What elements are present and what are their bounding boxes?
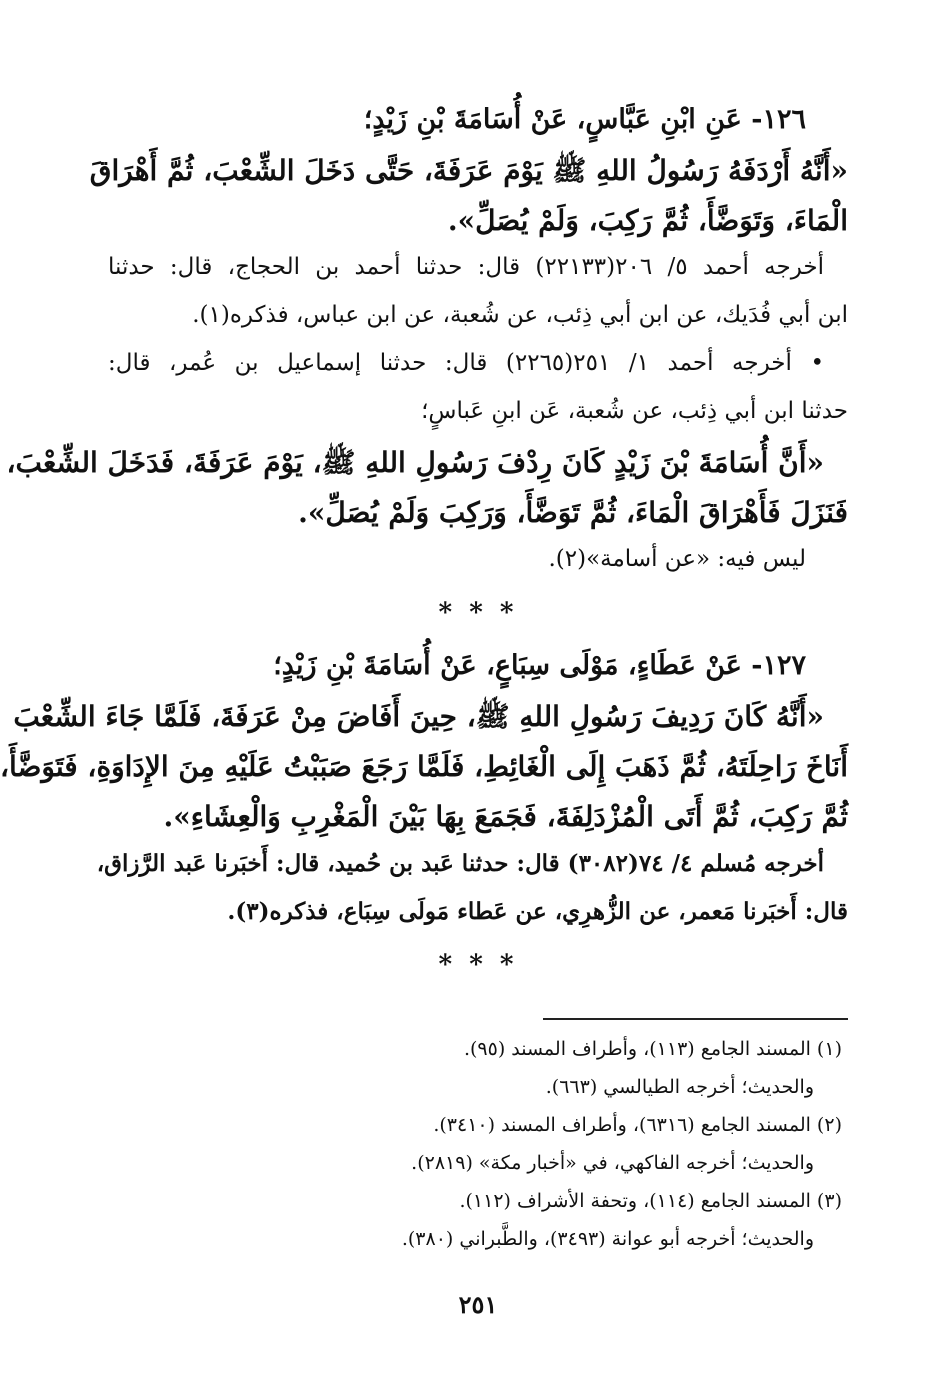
footnote-2-continuation: والحديث؛ أخرجه الفاكهي، في «أخبار مكة» (٢٨١٩). [411, 1152, 814, 1174]
hadith-126-text-line: الْمَاءَ، وَتَوَضَّأَ، ثُمَّ رَكِبَ، وَلَمْ يُصَلِّ». [447, 204, 848, 237]
hadith-127-takhrij-line: قال: أَخبَرنا مَعمر، عن الزُّهرِي، عن عَطاء مَولَى سِبَاع، فذكره(٣). [227, 898, 848, 925]
footnote-3: (٣) المسند الجامع (١١٤)، وتحفة الأشراف (١١٢). [459, 1190, 842, 1212]
hadith-127-heading: ١٢٧- عَنْ عَطَاءٍ، مَوْلَى سِبَاعٍ، عَنْ أُسَامَةَ بْنِ زَيْدٍ؛ [273, 650, 806, 681]
section-separator: * * * [438, 598, 518, 628]
book-page [0, 104, 848, 1344]
hadith-126-takhrij-line: أخرجه أحمد ٥/ ٢٠٦(٢٢١٣٣) قال: حدثنا أحمد بن الحجاج، قال: حدثنا [108, 254, 824, 280]
footnote-1: (١) المسند الجامع (١١٣)، وأطراف المسند (٩٥). [463, 1038, 842, 1060]
hadith-126-variant-takhrij-line: • أخرجه أحمد ١/ ٢٥١(٢٢٦٥) قال: حدثنا إسماعيل بن عُمر، قال: [108, 350, 825, 376]
hadith-126-heading: ١٢٦- عَنِ ابْنِ عَبَّاسٍ، عَنْ أُسَامَةَ بْنِ زَيْدٍ؛ [363, 104, 806, 135]
hadith-126-variant-text-line: فَنَزَلَ فَأَهْرَاقَ الْمَاءَ، ثُمَّ تَوَضَّأَ، وَرَكِبَ وَلَمْ يُصَلِّ». [298, 496, 848, 529]
section-separator: * * * [438, 950, 518, 980]
footnote-3-continuation: والحديث؛ أخرجه أبو عوانة (٣٤٩٣)، والطَّبراني (٣٨٠). [401, 1228, 814, 1250]
footnote-1-continuation: والحديث؛ أخرجه الطيالسي (٦٦٣). [545, 1076, 814, 1098]
page-number: ٢٥١ [458, 1290, 498, 1319]
hadith-127-takhrij-line: أخرجه مُسلم ٤/ ٧٤(٣٠٨٢) قال: حدثنا عَبد بن حُميد، قال: أَخبَرنا عَبد الرَّزاق، [96, 850, 824, 877]
hadith-126-takhrij-line: ابن أبي فُدَيك، عن ابن أبي ذِئب، عن شُعبة، عن ابن عباس، فذكره(١). [192, 302, 848, 328]
footnote-rule [543, 1018, 848, 1020]
hadith-126-text-line: «أَنَّهُ أَرْدَفَهُ رَسُولُ اللهِ ﷺ يَوْمَ عَرَفَةَ، حَتَّى دَخَلَ الشِّعْبَ، ثُمَّ أَهْرَاقَ [89, 154, 848, 187]
hadith-126-variant-note: ليس فيه: «عن أسامة»(٢). [548, 546, 806, 572]
hadith-127-text-line: أَنَاخَ رَاحِلَتَهُ، ثُمَّ ذَهَبَ إِلَى الْغَائِطِ، فَلَمَّا رَجَعَ صَبَبْتُ عَلَيْهِ مِنَ الإِدَاوَةِ، فَتَوَضَّأَ، [0, 750, 848, 783]
hadith-126-variant-takhrij-line: حدثنا ابن أبي ذِئب، عن شُعبة، عَن ابنِ عَباسٍ؛ [421, 398, 848, 424]
hadith-127-text-line: «أَنَّهُ كَانَ رَدِيفَ رَسُولِ اللهِ ﷺ، حِينَ أَفَاضَ مِنْ عَرَفَةَ، فَلَمَّا جَاءَ الشِّعْبَ [13, 700, 824, 733]
hadith-127-text-line: ثُمَّ رَكِبَ، ثُمَّ أَتَى الْمُزْدَلِفَةَ، فَجَمَعَ بِهَا بَيْنَ الْمَغْرِبِ وَالْعِشَاءِ». [163, 800, 848, 833]
footnote-2: (٢) المسند الجامع (٦٣١٦)، وأطراف المسند (٣٤١٠). [433, 1114, 842, 1136]
hadith-126-variant-text-line: «أَنَّ أُسَامَةَ بْنَ زَيْدٍ كَانَ رِدْفَ رَسُولِ اللهِ ﷺ، يَوْمَ عَرَفَةَ، فَدَخَلَ الشِّعْبَ، [6, 446, 824, 479]
